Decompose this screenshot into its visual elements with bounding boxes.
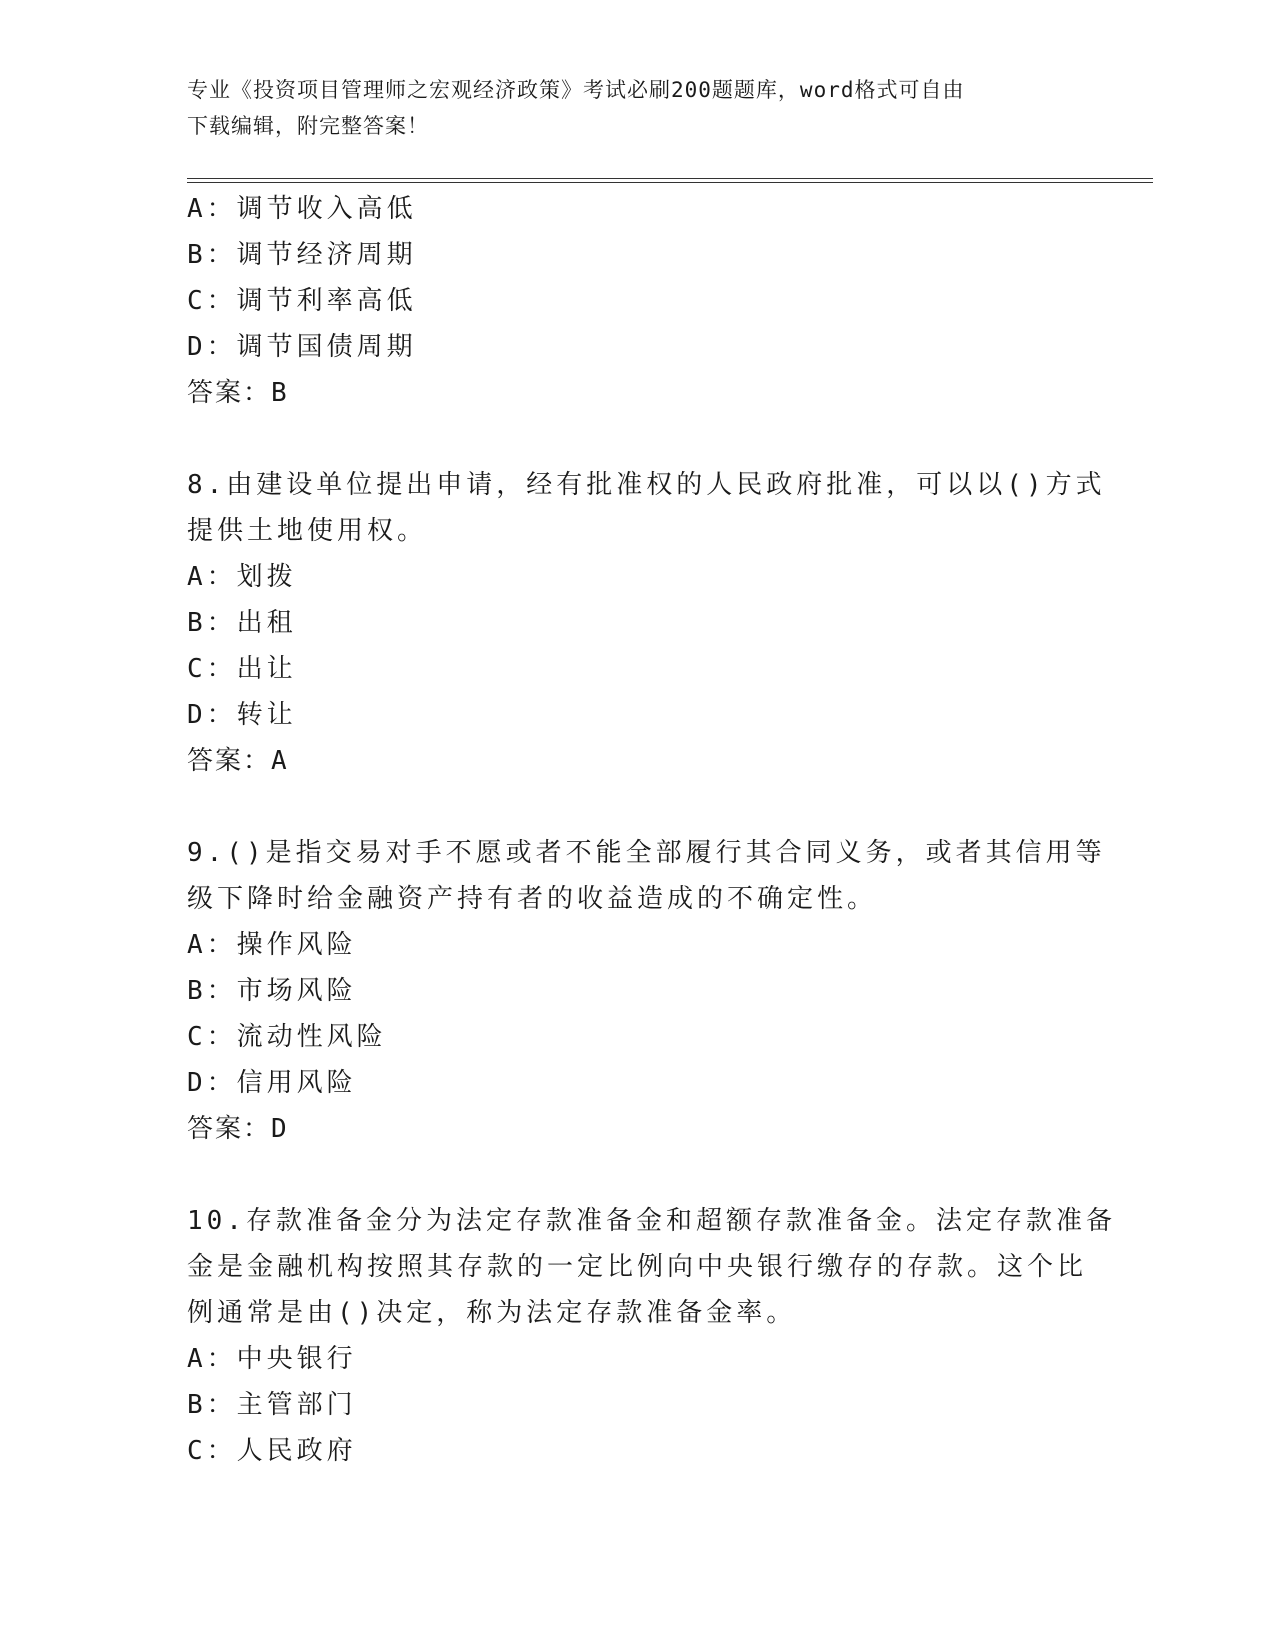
header-rule-bottom <box>187 182 1153 183</box>
spacer <box>187 416 1087 462</box>
answer: 答案：D <box>187 1114 289 1144</box>
option-a: A：划拨 <box>187 562 297 592</box>
option-b: B：调节经济周期 <box>187 240 417 270</box>
option-b: B：主管部门 <box>187 1390 357 1420</box>
option-d: D：转让 <box>187 700 297 730</box>
option-d: D：信用风险 <box>187 1068 357 1098</box>
option-c: C：出让 <box>187 654 297 684</box>
option-d: D：调节国债周期 <box>187 332 417 362</box>
document-body <box>187 186 1116 1474</box>
answer: 答案：A <box>187 746 289 776</box>
option-c: C：流动性风险 <box>187 1022 387 1052</box>
header-line-1: 专业《投资项目管理师之宏观经济政策》考试必刷200题题库，word格式可自由 <box>187 78 965 102</box>
question-text: 9.()是指交易对手不愿或者不能全部履行其合同义务，或者其信用等 <box>187 838 1106 868</box>
question-10-block <box>187 1198 1116 1474</box>
option-c: C：人民政府 <box>187 1436 357 1466</box>
question-8-block <box>187 462 1106 784</box>
option-a: A：调节收入高低 <box>187 194 417 224</box>
spacer <box>187 1152 1087 1198</box>
header-line-2: 下载编辑，附完整答案！ <box>187 114 429 138</box>
option-a: A：中央银行 <box>187 1344 357 1374</box>
header-rule-top <box>187 178 1153 179</box>
question-9-block <box>187 830 1106 1152</box>
question-7-block <box>187 186 1087 416</box>
option-a: A：操作风险 <box>187 930 357 960</box>
question-text: 例通常是由()决定，称为法定存款准备金率。 <box>187 1298 797 1328</box>
option-c: C：调节利率高低 <box>187 286 417 316</box>
question-text: 提供土地使用权。 <box>187 516 428 546</box>
document-header <box>187 72 1067 144</box>
option-b: B：出租 <box>187 608 297 638</box>
question-text: 级下降时给金融资产持有者的收益造成的不确定性。 <box>187 884 878 914</box>
question-text: 金是金融机构按照其存款的一定比例向中央银行缴存的存款。这个比 <box>187 1252 1088 1282</box>
question-text: 8.由建设单位提出申请，经有批准权的人民政府批准，可以以()方式 <box>187 470 1106 500</box>
question-text: 10.存款准备金分为法定存款准备金和超额存款准备金。法定存款准备 <box>187 1206 1116 1236</box>
option-b: B：市场风险 <box>187 976 357 1006</box>
answer: 答案：B <box>187 378 289 408</box>
spacer <box>187 784 1087 830</box>
